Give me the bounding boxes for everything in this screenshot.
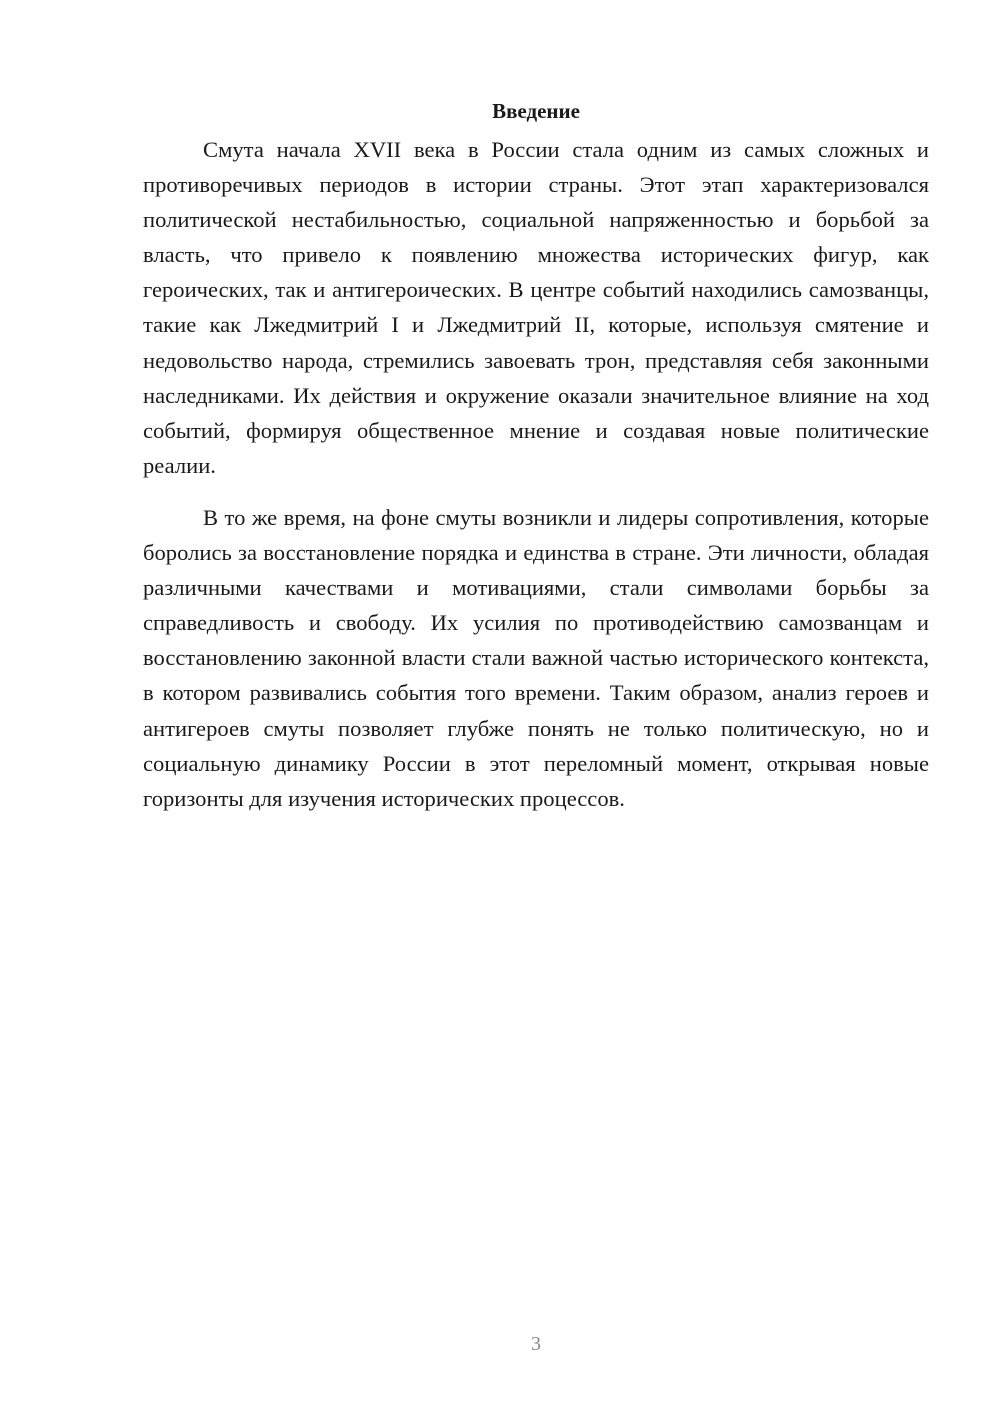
section-heading: Введение [492, 99, 580, 123]
document-body [143, 96, 929, 816]
page-number: 3 [531, 1333, 541, 1355]
paragraph-1: Смута начала XVII века в России стала одним из самых сложных и противоречивых периодов в истории страны. Этот этап характеризовался политической нестабильностью, социальной напряженностью и борьбой за власть, что привело к появлению множества исторических фигур, как героических, так и антигероических. В центре событий находились самозванцы, такие как Лжедмитрий I и Лжедмитрий II, которые, используя смятение и недовольство народа, стремились завоевать трон, представляя себя законными наследниками. Их действия и окружение оказали значительное влияние на ход событий, формируя общественное мнение и создавая новые политические реалии. [143, 137, 929, 478]
paragraph-2: В то же время, на фоне смуты возникли и лидеры сопротивления, которые боролись за восстановление порядка и единства в стране. Эти личности, обладая различными качествами и мотивациями, стали символами борьбы за справедливость и свободу. Их усилия по противодействию самозванцам и восстановлению законной власти стали важной частью исторического контекста, в котором развивались события того времени. Таким образом, анализ героев и антигероев смуты позволяет глубже понять не только политическую, но и социальную динамику России в этот переломный момент, открывая новые горизонты для изучения исторических процессов. [143, 504, 929, 811]
